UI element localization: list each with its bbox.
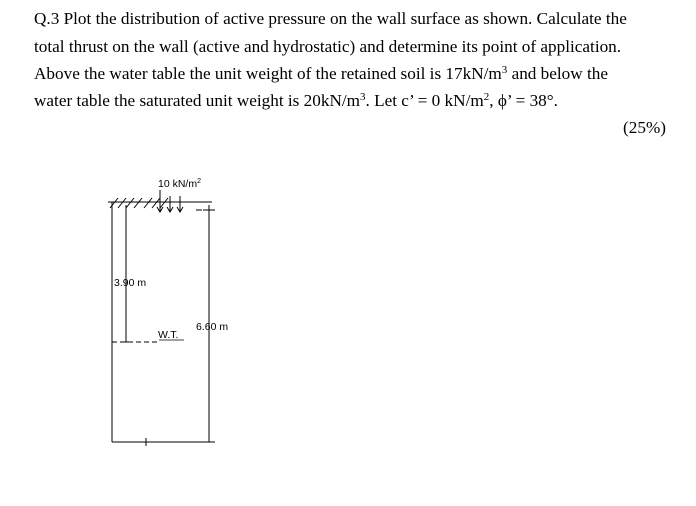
surcharge-label: 10 $kN/m^2$ [158,178,201,190]
total-depth-label: 6.60 m [196,321,229,333]
question-line-3-tail: and below the [507,64,608,83]
superscript-2: 2 [483,91,490,103]
superscript-3b: 3 [360,91,366,103]
cohesion-text: . Let c’ = 0 kN/m [365,91,484,110]
ground-hatching [110,198,168,208]
water-table-label: W.T. [158,329,179,341]
superscript-3: 3 [501,64,508,76]
marks-label: (25%) [623,118,666,137]
surcharge-arrows [157,190,183,212]
saturated-unit-weight-text: water table the saturated unit weight is 20kN/m [34,91,361,110]
unit-weight-text: Above the water table the unit weight of the retained soil is 17kN/m [34,64,502,83]
friction-angle-text: , ϕ’ = 38°. [489,91,558,110]
question-line-1-text: Q.3 Plot the distribution of active pressure on the wall surface as shown. Calculate the [34,9,627,28]
question-line-2-text: total thrust on the wall (active and hydrostatic) and determine its point of application. [34,37,622,56]
upper-depth-label: 3.90 m [114,277,147,289]
